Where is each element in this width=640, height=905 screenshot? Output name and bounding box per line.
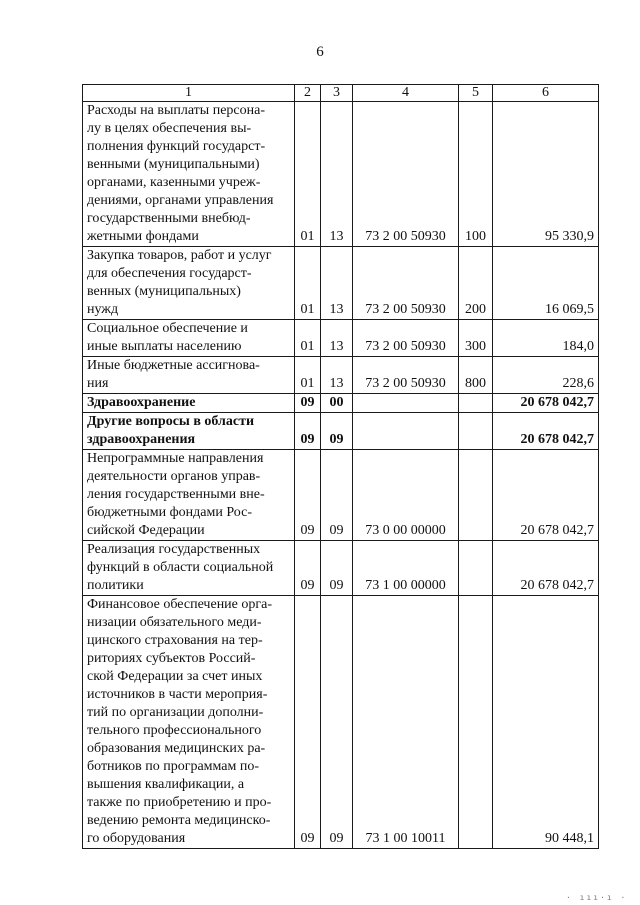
row-name-line: ния: [87, 376, 109, 391]
row-subsection: 13: [321, 102, 353, 247]
row-target-article: 73 2 00 50930: [353, 102, 459, 247]
row-amount: 95 330,9: [493, 102, 599, 247]
row-name-line: дениями, органами управления: [87, 193, 274, 208]
row-name-line: Другие вопросы в области: [87, 414, 255, 429]
row-name-line: сийской Федерации: [87, 523, 205, 538]
row-amount: 20 678 042,7: [493, 413, 599, 450]
table-body: [83, 102, 599, 849]
row-name-line: Закупка товаров, работ и услуг: [87, 248, 272, 263]
footer-mark: · ııı·ı ·: [566, 893, 628, 902]
row-section: 01: [295, 320, 321, 357]
row-section: 09: [295, 541, 321, 596]
row-amount: 16 069,5: [493, 247, 599, 320]
row-section: 01: [295, 357, 321, 394]
row-amount: 20 678 042,7: [493, 450, 599, 541]
budget-table: [82, 84, 599, 849]
row-name-line: функций в области социальной: [87, 560, 274, 575]
row-name-line: ления государственными вне-: [87, 487, 265, 502]
column-header-section: 2: [295, 85, 321, 102]
row-name: [83, 596, 295, 849]
row-section: 09: [295, 394, 321, 413]
row-name-line: государственными внебюд-: [87, 211, 251, 226]
row-subsection: 09: [321, 450, 353, 541]
row-amount: 90 448,1: [493, 596, 599, 849]
table-row: [83, 596, 599, 849]
row-subsection: 13: [321, 357, 353, 394]
row-name: [83, 394, 295, 413]
row-name-line: Социальное обеспечение и: [87, 321, 248, 336]
row-expense-type: [459, 450, 493, 541]
table-row: [83, 413, 599, 450]
row-name-line: венными (муниципальными): [87, 157, 260, 172]
row-name: [83, 247, 295, 320]
row-target-article: 73 2 00 50930: [353, 247, 459, 320]
row-subsection: 13: [321, 320, 353, 357]
row-name-line: низации обязательного меди-: [87, 615, 262, 630]
row-name-line: Непрограммные направления: [87, 451, 264, 466]
row-target-article: 73 2 00 50930: [353, 357, 459, 394]
row-subsection: 13: [321, 247, 353, 320]
row-name-line: Реализация государственных: [87, 542, 261, 557]
row-subsection: 09: [321, 541, 353, 596]
row-subsection: 09: [321, 596, 353, 849]
row-expense-type: 800: [459, 357, 493, 394]
table-header-row: [83, 85, 599, 102]
row-expense-type: [459, 541, 493, 596]
row-name-line: Иные бюджетные ассигнова-: [87, 358, 260, 373]
row-expense-type: [459, 413, 493, 450]
row-expense-type: 200: [459, 247, 493, 320]
row-name-line: нужд: [87, 302, 119, 317]
row-subsection: 09: [321, 413, 353, 450]
row-name: [83, 357, 295, 394]
row-name-line: для обеспечения государст-: [87, 266, 252, 281]
row-name-line: цинского страхования на тер-: [87, 633, 263, 648]
row-name-line: также по приобретению и про-: [87, 795, 272, 810]
table-row: [83, 247, 599, 320]
row-name-line: полнения функций государст-: [87, 139, 266, 154]
row-target-article: 73 2 00 50930: [353, 320, 459, 357]
row-name-line: здравоохранения: [87, 432, 196, 447]
row-name-line: Здравоохранение: [87, 395, 196, 410]
row-name-line: ботников по программам по-: [87, 759, 260, 774]
row-name-line: жетными фондами: [87, 229, 199, 244]
row-name-line: тельного профессионального: [87, 723, 262, 738]
column-header-target-article: 4: [353, 85, 459, 102]
row-expense-type: [459, 596, 493, 849]
row-target-article: 73 1 00 00000: [353, 541, 459, 596]
row-target-article: [353, 413, 459, 450]
row-name-line: тий по организации дополни-: [87, 705, 264, 720]
row-name: [83, 320, 295, 357]
row-section: 09: [295, 450, 321, 541]
row-name-line: Финансовое обеспечение орга-: [87, 597, 273, 612]
row-expense-type: 300: [459, 320, 493, 357]
row-target-article: [353, 394, 459, 413]
row-amount: 20 678 042,7: [493, 394, 599, 413]
table-row: [83, 357, 599, 394]
row-name-line: источников в части мероприя-: [87, 687, 268, 702]
row-name-line: образования медицинских ра-: [87, 741, 266, 756]
row-section: 01: [295, 247, 321, 320]
row-name: [83, 102, 295, 247]
row-name-line: органами, казенными учреж-: [87, 175, 261, 190]
table-row: [83, 450, 599, 541]
column-header-name: 1: [83, 85, 295, 102]
row-section: 09: [295, 596, 321, 849]
row-name-line: го оборудования: [87, 831, 186, 846]
row-section: 09: [295, 413, 321, 450]
row-name-line: ведению ремонта медицинско-: [87, 813, 271, 828]
row-section: 01: [295, 102, 321, 247]
row-name-line: политики: [87, 578, 144, 593]
column-header-expense-type: 5: [459, 85, 493, 102]
row-name-line: деятельности органов управ-: [87, 469, 261, 484]
row-amount: 184,0: [493, 320, 599, 357]
table-row: [83, 541, 599, 596]
row-name: [83, 413, 295, 450]
row-amount: 228,6: [493, 357, 599, 394]
row-name-line: ской Федерации за счет иных: [87, 669, 263, 684]
row-amount: 20 678 042,7: [493, 541, 599, 596]
column-header-amount: 6: [493, 85, 599, 102]
page-number: 6: [316, 44, 324, 60]
row-name-line: венных (муниципальных): [87, 284, 241, 299]
row-name-line: риториях субъектов Россий-: [87, 651, 256, 666]
row-subsection: 00: [321, 394, 353, 413]
row-name-line: лу в целях обеспечения вы-: [87, 121, 252, 136]
row-expense-type: [459, 394, 493, 413]
table-row: [83, 394, 599, 413]
table-row: [83, 102, 599, 247]
row-name-line: Расходы на выплаты персона-: [87, 103, 265, 118]
row-target-article: 73 1 00 10011: [353, 596, 459, 849]
row-name: [83, 541, 295, 596]
column-header-subsection: 3: [321, 85, 353, 102]
table-row: [83, 320, 599, 357]
row-expense-type: 100: [459, 102, 493, 247]
row-name-line: бюджетными фондами Рос-: [87, 505, 252, 520]
row-name-line: иные выплаты населению: [87, 339, 242, 354]
row-name-line: вышения квалификации, а: [87, 777, 245, 792]
row-target-article: 73 0 00 00000: [353, 450, 459, 541]
row-name: [83, 450, 295, 541]
